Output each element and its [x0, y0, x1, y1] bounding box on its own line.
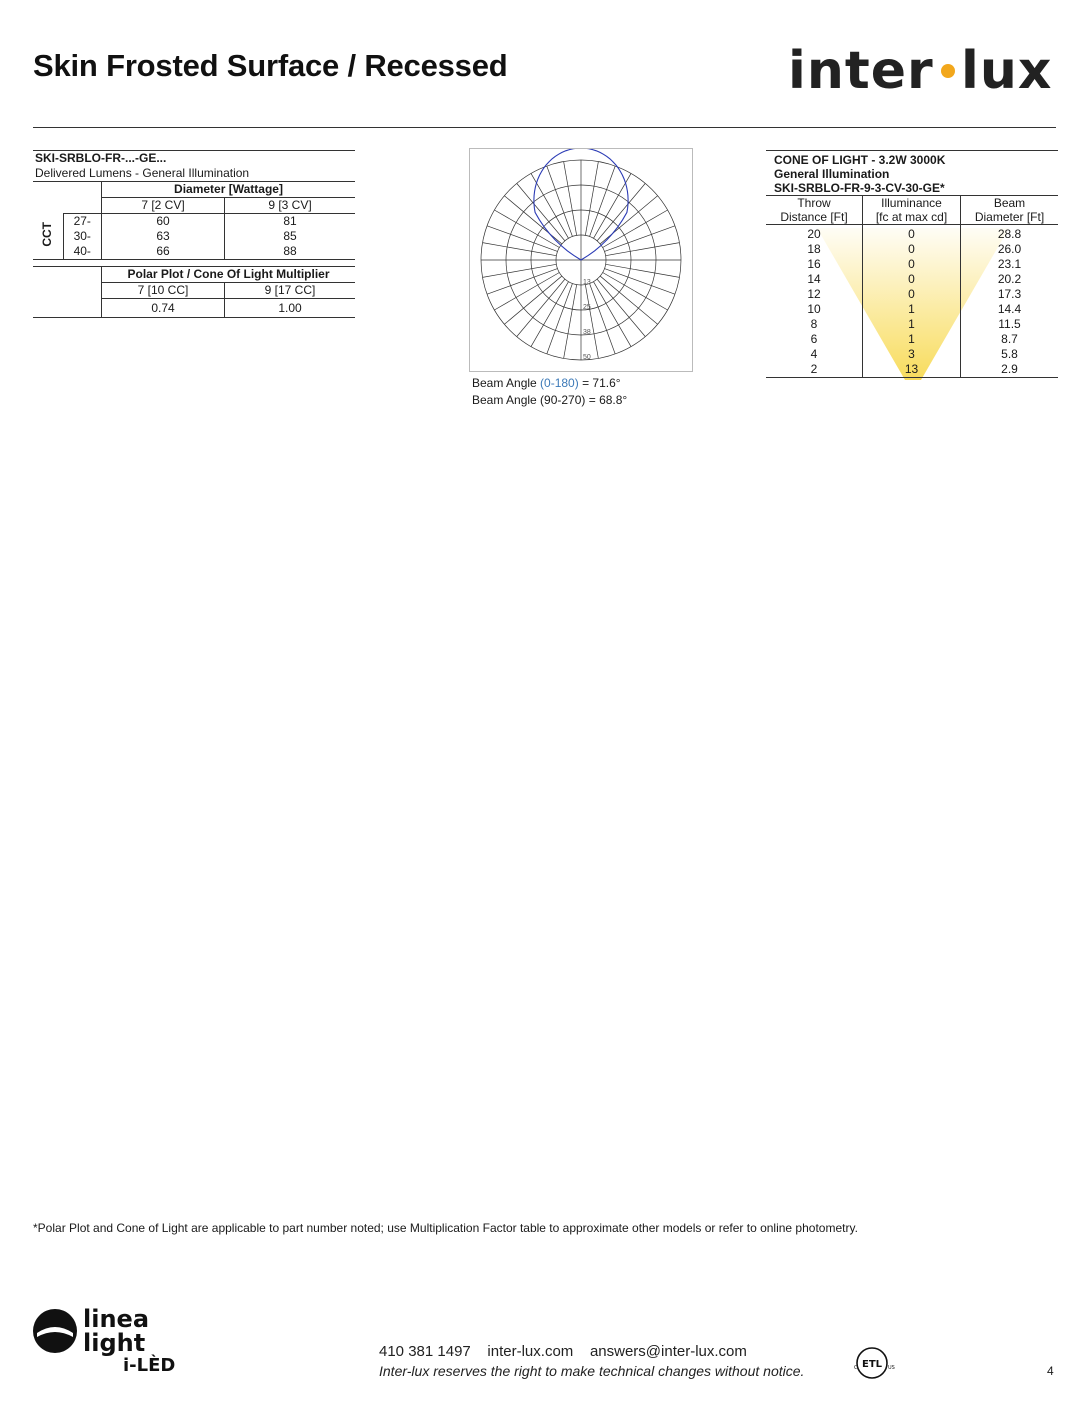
illuminance-value: 0	[863, 257, 961, 272]
polar-ring-label: 38	[583, 329, 591, 336]
linea-text: linea	[83, 1305, 150, 1333]
svg-text:lux: lux	[961, 41, 1053, 96]
lumens-subtitle: Delivered Lumens - General Illumination	[33, 166, 355, 182]
svg-text:inter: inter	[788, 41, 934, 96]
throw-distance: 10	[807, 302, 821, 316]
header-divider	[33, 127, 1056, 128]
cone-part-number: SKI-SRBLO-FR-9-3-CV-30-GE*	[774, 181, 945, 195]
illuminance-value: 3	[863, 347, 961, 362]
cone-row	[766, 242, 1058, 257]
beam-angle-prefix: Beam Angle	[472, 376, 541, 390]
lumen-value: 63	[102, 229, 225, 244]
polar-spoke	[606, 264, 680, 277]
mult-col-9: 9 [17 CC]	[225, 283, 356, 299]
col-illuminance: Illuminance	[881, 196, 942, 210]
beam-diameter: 23.1	[961, 257, 1059, 272]
throw-distance: 12	[807, 287, 821, 301]
polar-plot	[469, 148, 693, 372]
polar-spoke	[606, 243, 680, 256]
polar-ring-label: 25	[583, 304, 591, 311]
svg-text:C: C	[854, 1365, 858, 1371]
col-beam: Beam	[993, 196, 1026, 210]
polar-spoke	[483, 243, 557, 256]
throw-distance: 14	[807, 272, 821, 286]
cone-row	[766, 362, 1058, 378]
col-throw-sub: Distance [Ft]	[780, 210, 848, 224]
cone-row	[766, 302, 1058, 317]
beam-angle-range: (0-180)	[540, 376, 579, 390]
polar-spoke	[547, 166, 573, 236]
mult-value-9: 1.00	[225, 299, 356, 318]
cct-30: 30-	[73, 229, 91, 243]
beam-diameter: 5.8	[961, 347, 1059, 362]
beam-diameter: 11.5	[961, 317, 1059, 332]
cct-40: 40-	[63, 244, 102, 260]
illuminance-value: 1	[863, 302, 961, 317]
beam-angle-90-270: Beam Angle (90-270) = 68.8°	[472, 393, 628, 407]
beam-diameter: 8.7	[961, 332, 1059, 347]
mult-value-7: 0.74	[102, 299, 225, 318]
polar-spoke	[564, 285, 577, 359]
beam-diameter: 26.0	[961, 242, 1059, 257]
throw-distance: 6	[810, 332, 818, 346]
cone-of-light-table	[766, 150, 1058, 378]
cct-label: CCT	[40, 221, 55, 247]
etl-cert-icon	[852, 1345, 898, 1381]
beam-diameter: 20.2	[961, 272, 1059, 287]
cone-title: CONE OF LIGHT - 3.2W 3000K	[774, 153, 946, 167]
illuminance-value: 0	[863, 225, 961, 243]
disclaimer: Inter-lux reserves the right to make technical changes without notice.	[379, 1363, 805, 1379]
cct-27: 27-	[73, 214, 91, 228]
polar-spoke	[547, 283, 573, 353]
polar-ring-label: 50	[583, 354, 591, 361]
throw-distance: 2	[766, 362, 863, 378]
throw-distance: 4	[810, 347, 818, 361]
polar-ring-label: 13	[583, 279, 591, 286]
diameter-header: Diameter [Wattage]	[102, 182, 356, 198]
polar-spoke	[564, 162, 577, 236]
polar-spoke	[603, 273, 668, 311]
cone-row	[766, 287, 1058, 302]
polar-spoke	[487, 269, 557, 295]
polar-spoke	[594, 282, 632, 347]
illuminance-value: 1	[863, 332, 961, 347]
interlux-logo	[788, 36, 1058, 96]
polar-spoke	[585, 162, 598, 236]
lumen-value: 88	[225, 244, 356, 260]
etl-text: ETL	[861, 1359, 883, 1370]
lumens-table	[33, 150, 355, 318]
cone-row	[766, 272, 1058, 287]
col-illuminance-sub: [fc at max cd]	[875, 210, 948, 224]
cone-subtitle: General Illumination	[774, 167, 890, 181]
multiplier-header: Polar Plot / Cone Of Light Multiplier	[102, 267, 356, 283]
polar-spoke	[590, 166, 616, 236]
lumen-value: 66	[102, 244, 225, 260]
cone-row	[766, 347, 1058, 362]
col-7-2cv: 7 [2 CV]	[102, 198, 225, 214]
illuminance-value: 0	[863, 242, 961, 257]
illuminance-value: 13	[863, 362, 961, 378]
polar-spoke	[604, 269, 674, 295]
page-number: 4	[1047, 1364, 1054, 1378]
throw-distance: 8	[810, 317, 818, 331]
lumen-value: 85	[225, 229, 356, 244]
polar-spoke	[531, 282, 569, 347]
throw-distance: 20	[807, 227, 821, 241]
beam-diameter: 17.3	[961, 287, 1059, 302]
contact-info: 410 381 1497 inter-lux.com answers@inter-lux.com	[379, 1343, 747, 1360]
polar-spoke	[494, 273, 559, 311]
lumens-part-number: SKI-SRBLO-FR-...-GE...	[33, 151, 355, 167]
iled-text: i-LÈD	[123, 1355, 176, 1376]
svg-text:US: US	[888, 1365, 895, 1371]
cone-row	[766, 332, 1058, 347]
illuminance-value: 1	[863, 317, 961, 332]
polar-spoke	[483, 264, 557, 277]
footnote: *Polar Plot and Cone of Light are applicable to part number noted; use Multiplication Factor table to approximate other models or refer to online photometry.	[33, 1221, 858, 1235]
throw-distance: 16	[807, 257, 821, 271]
cone-row	[766, 257, 1058, 272]
mult-col-7: 7 [10 CC]	[102, 283, 225, 299]
illuminance-value: 0	[863, 272, 961, 287]
polar-spoke	[494, 210, 559, 248]
linea-light-logo	[33, 1303, 193, 1383]
light-text: light	[83, 1329, 146, 1357]
illuminance-value: 0	[863, 287, 961, 302]
beam-diameter: 28.8	[961, 225, 1059, 243]
cone-row	[766, 225, 1058, 243]
cone-row	[766, 317, 1058, 332]
col-beam-sub: Diameter [Ft]	[974, 210, 1045, 224]
col-9-3cv: 9 [3 CV]	[225, 198, 356, 214]
beam-angle-value: = 71.6°	[578, 376, 621, 390]
polar-spoke	[590, 283, 616, 353]
polar-spoke	[603, 210, 668, 248]
col-throw: Throw	[797, 196, 831, 210]
beam-diameter: 14.4	[961, 302, 1059, 317]
page-title: Skin Frosted Surface / Recessed	[33, 48, 508, 83]
beam-diameter: 2.9	[961, 362, 1059, 378]
polar-spoke	[585, 285, 598, 359]
beam-angle-0-180	[472, 376, 621, 390]
throw-distance: 18	[807, 242, 821, 256]
lumen-value: 81	[225, 214, 356, 230]
lumen-value: 60	[102, 214, 225, 230]
